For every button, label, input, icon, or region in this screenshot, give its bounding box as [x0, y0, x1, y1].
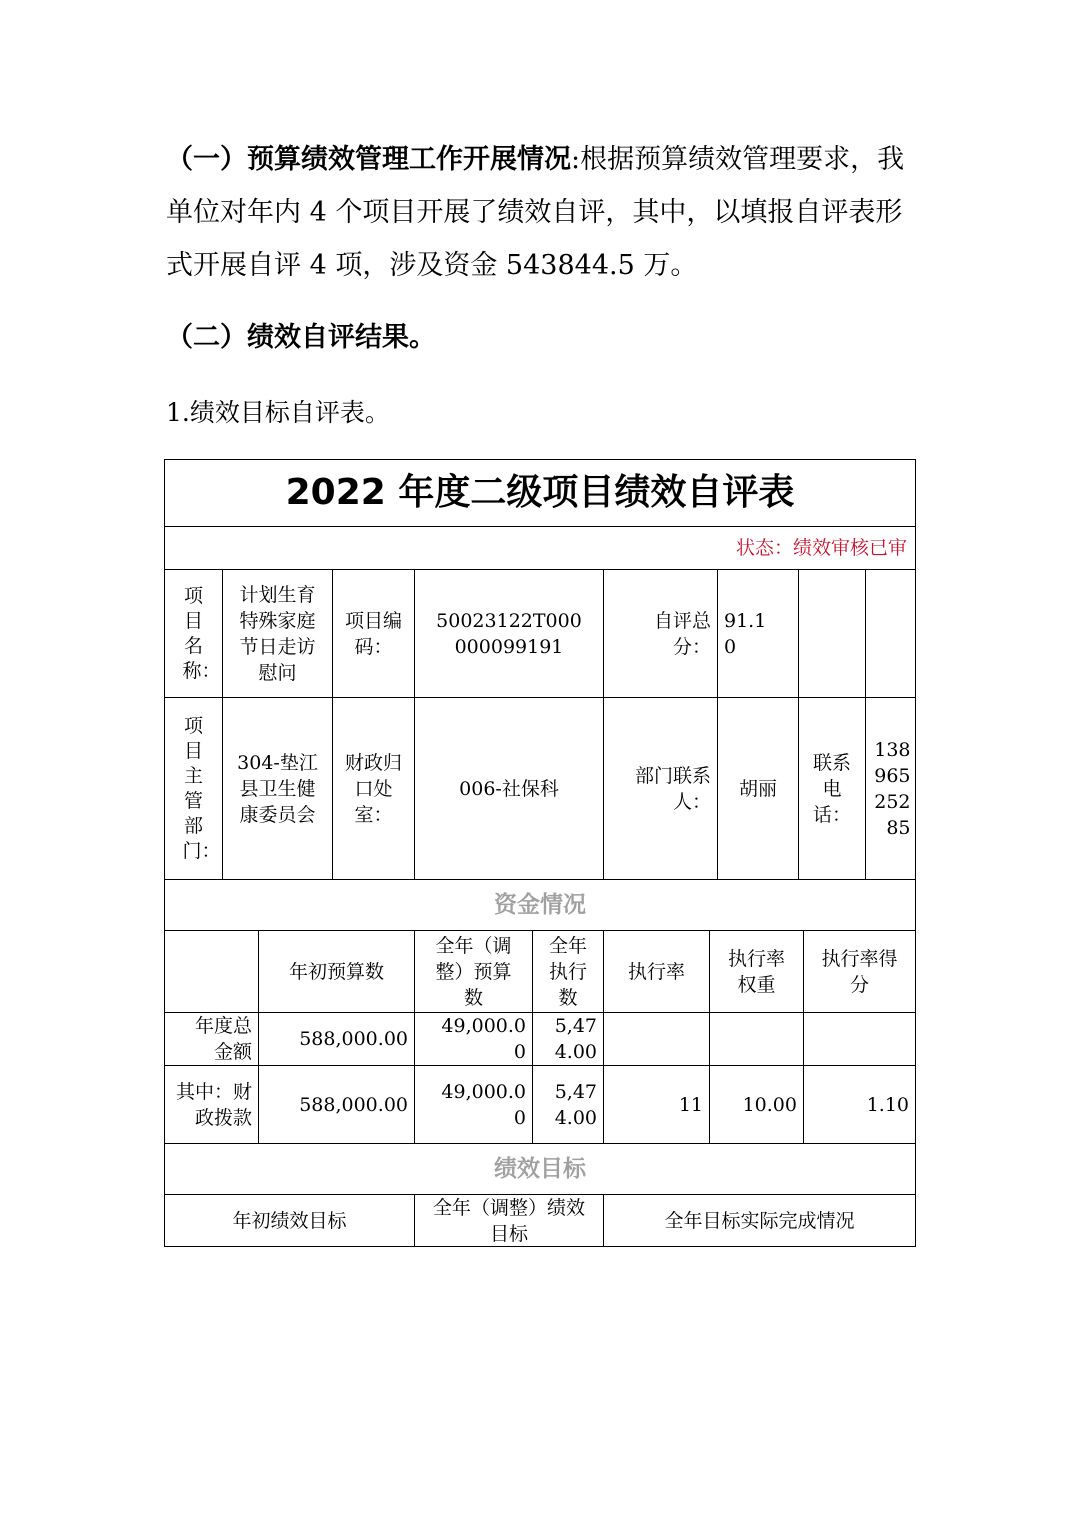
project-name: 计划生育特殊家庭节日走访慰问	[222, 569, 333, 698]
table-cell: 49,000.00	[414, 1065, 533, 1144]
contact-label: 部门联系人：	[603, 697, 718, 880]
status-badge: 状态：绩效审核已审	[164, 526, 916, 570]
funds-header-cell: 全年执行数	[532, 930, 604, 1013]
table-cell: 11	[603, 1065, 710, 1144]
funds-section-title: 资金情况	[164, 879, 916, 931]
table-cell: 588,000.00	[258, 1065, 415, 1144]
self-evaluation-table	[164, 459, 916, 1247]
goals-header-cell: 全年目标实际完成情况	[603, 1194, 916, 1247]
table-cell	[709, 1012, 804, 1066]
table-cell	[603, 1012, 710, 1066]
funds-header-cell: 执行率	[603, 930, 710, 1013]
goals-header-cell: 全年（调整）绩效目标	[414, 1194, 604, 1247]
empty-cell	[798, 569, 866, 698]
empty-cell	[865, 569, 916, 698]
table-cell: 5,474.00	[532, 1065, 604, 1144]
project-name-label: 项目名称：	[164, 569, 223, 698]
project-code-label: 项目编码：	[332, 569, 415, 698]
intro-body: :根据预算绩效管理要求，我单位对年内 4 个项目开展了绩效自评，其中，以填报自评表形式开展自评 4 项，涉及资金 543844.5 万。	[166, 144, 905, 281]
project-code: 50023122T000000099191	[414, 569, 604, 698]
phone-label: 联系电话：	[798, 697, 866, 880]
table-cell: 588,000.00	[258, 1012, 415, 1066]
funds-header-cell: 执行率得分	[803, 930, 916, 1013]
dept-label: 项目主管部门：	[164, 697, 223, 880]
goals-header-cell: 年初绩效目标	[164, 1194, 415, 1247]
score-label: 自评总分：	[603, 569, 718, 698]
table-row: 年度总金额	[164, 1012, 259, 1066]
office-name: 006-社保科	[414, 697, 604, 880]
goals-section-title: 绩效目标	[164, 1143, 916, 1195]
funds-header-cell: 全年（调整）预算数	[414, 930, 533, 1013]
contact-name: 胡丽	[717, 697, 799, 880]
intro-paragraph	[166, 133, 906, 292]
office-label: 财政归口处室：	[332, 697, 415, 880]
table-cell: 49,000.00	[414, 1012, 533, 1066]
table-cell: 5,474.00	[532, 1012, 604, 1066]
funds-header-cell	[164, 930, 259, 1013]
results-heading: （二）绩效自评结果。	[166, 322, 436, 353]
phone-value: 13896525285	[865, 697, 916, 880]
intro-heading: （一）预算绩效管理工作开展情况	[166, 144, 571, 175]
table-cell: 1.10	[803, 1065, 916, 1144]
funds-header-cell: 年初预算数	[258, 930, 415, 1013]
table-cell	[803, 1012, 916, 1066]
subheading: 1.绩效目标自评表。	[166, 398, 390, 427]
funds-header-cell: 执行率权重	[709, 930, 804, 1013]
score-value: 91.10	[717, 569, 799, 698]
table-cell: 10.00	[709, 1065, 804, 1144]
table-title: 2022 年度二级项目绩效自评表	[164, 459, 916, 527]
dept-name: 304-垫江县卫生健康委员会	[222, 697, 333, 880]
table-row: 其中：财政拨款	[164, 1065, 259, 1144]
